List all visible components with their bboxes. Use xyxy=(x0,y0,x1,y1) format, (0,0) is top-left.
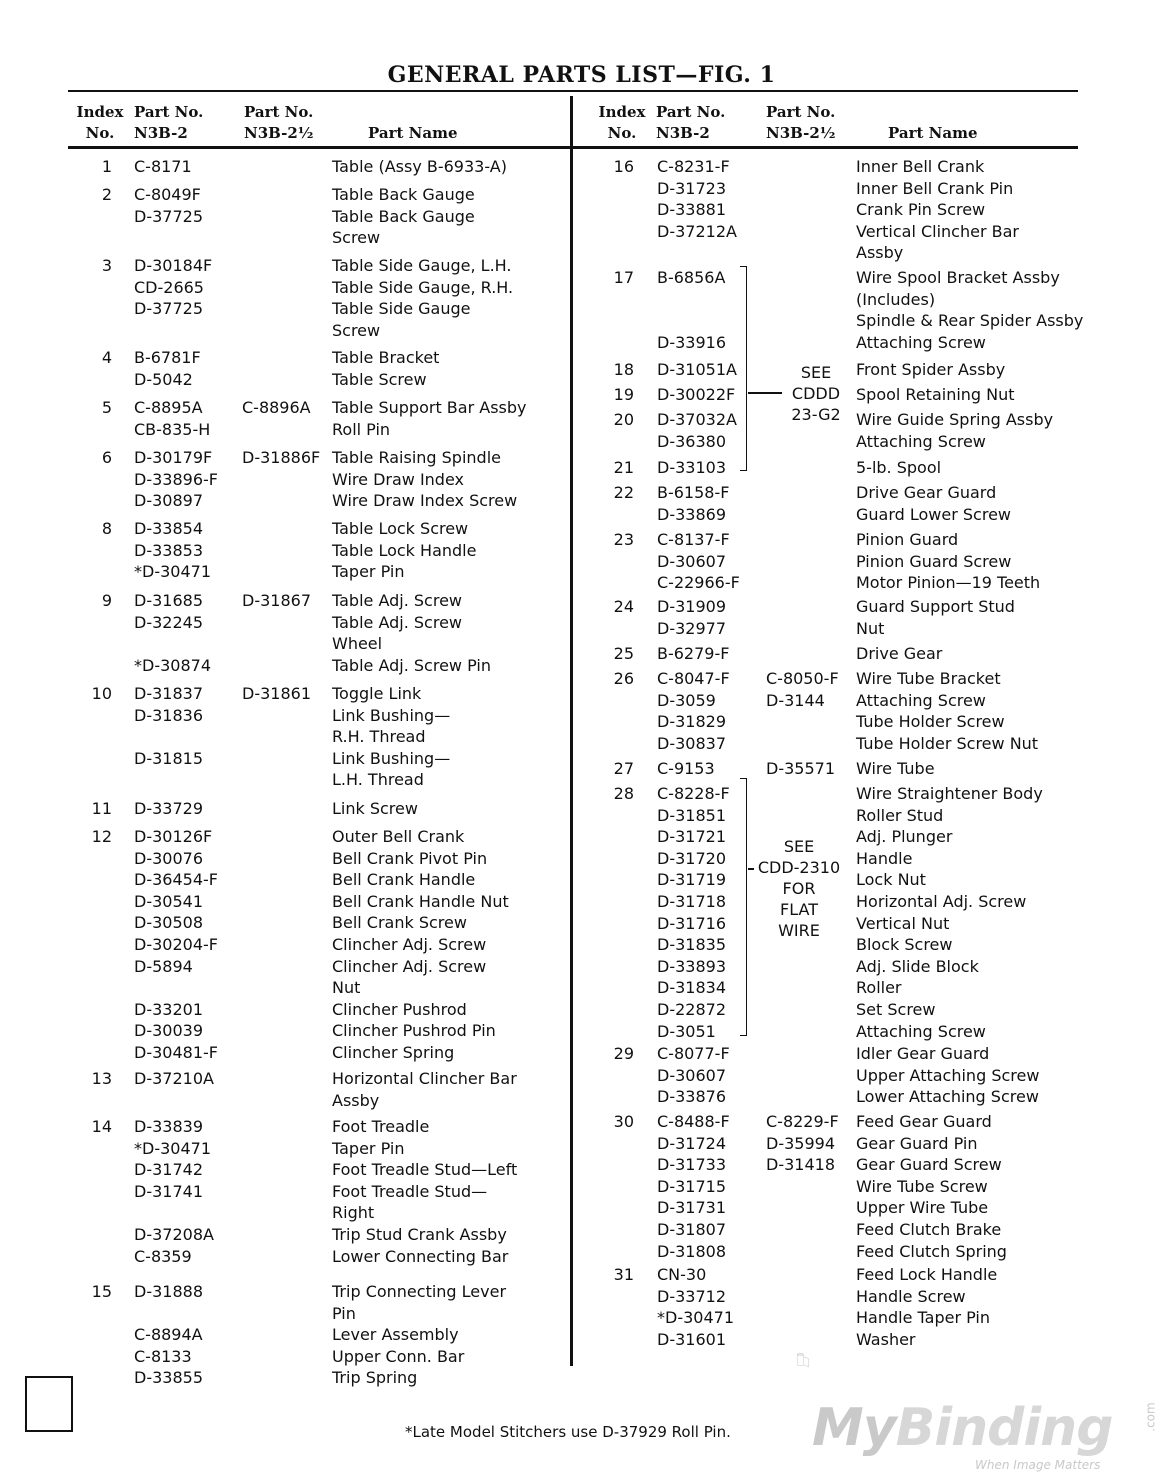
index-no: 18 xyxy=(613,360,634,379)
part-no-n3b2: D-31715 xyxy=(657,1176,726,1196)
part-name: Gear Guard Pin xyxy=(856,1133,978,1153)
header-index-right: Index No. xyxy=(598,103,646,142)
index-no: 8 xyxy=(101,519,112,538)
part-no-n3b212: C-8229-F xyxy=(766,1112,839,1131)
part-no-n3b2: D-22872 xyxy=(657,1000,726,1019)
part-no-n3b2: D-32245 xyxy=(134,612,203,632)
part-no-n3b2: CB-835-H xyxy=(134,419,211,439)
part-name: Block Screw xyxy=(856,935,953,955)
part-name: Nut xyxy=(332,978,361,998)
part-no-n3b2: D-31851 xyxy=(657,805,726,825)
part-name: Adj. Slide Block xyxy=(856,956,979,976)
part-name: Screw xyxy=(332,228,381,248)
header-partname-left: Part Name xyxy=(368,124,458,142)
index-no: 27 xyxy=(613,759,634,778)
part-name: Horizontal Adj. Screw xyxy=(856,892,1027,911)
header-partno-n3b2-left: Part No. N3B-2 xyxy=(134,103,204,142)
part-no-n3b2: B-6781F xyxy=(134,348,201,367)
part-name: Clincher Spring xyxy=(332,1043,455,1062)
part-no-n3b2: C-9153 xyxy=(657,759,715,778)
index-no: 13 xyxy=(91,1069,112,1088)
part-name: Wire Guide Spring Assby xyxy=(856,410,1054,429)
index-no: 2 xyxy=(101,185,112,204)
index-no: 12 xyxy=(91,827,112,846)
part-name: Feed Gear Guard xyxy=(856,1112,992,1131)
part-name: Trip Spring xyxy=(332,1368,418,1388)
part-name: Foot Treadle Stud—Left xyxy=(332,1160,518,1180)
part-no-n3b2: D-33839 xyxy=(134,1117,203,1136)
part-name: Roller xyxy=(856,978,902,998)
part-name: Table (Assy B-6933-A) xyxy=(332,157,507,176)
part-name: Bell Crank Handle xyxy=(332,870,476,890)
part-no-n3b2: D-31723 xyxy=(657,178,726,198)
part-no-n3b2: D-30897 xyxy=(134,491,203,511)
part-no-n3b2: D-33729 xyxy=(134,799,203,818)
bracket-pointer-see-cddd xyxy=(748,392,782,394)
part-no-n3b2: B-6856A xyxy=(657,268,726,287)
part-no-n3b212: D-31867 xyxy=(242,591,311,610)
part-name: Table Support Bar Assby xyxy=(332,398,527,417)
part-no-n3b2: D-3051 xyxy=(657,1021,716,1041)
part-no-n3b2: C-22966-F xyxy=(657,573,740,593)
part-name: 5-lb. Spool xyxy=(856,458,942,477)
watermark-tagline: When Image Matters xyxy=(975,1458,1101,1472)
part-no-n3b2: C-8894A xyxy=(134,1325,203,1345)
part-no-n3b2: D-31720 xyxy=(657,848,726,868)
part-no-n3b2: D-30541 xyxy=(134,891,203,911)
bracket-see-cdd2310 xyxy=(740,778,747,1036)
part-no-n3b2: D-33201 xyxy=(134,999,203,1019)
part-name: Clincher Adj. Screw xyxy=(332,956,487,976)
index-no: 24 xyxy=(613,597,634,616)
part-no-n3b2: D-33896-F xyxy=(134,469,218,489)
part-no-n3b2: D-30481-F xyxy=(134,1043,218,1062)
part-no-n3b2: *D-30471 xyxy=(657,1308,734,1328)
part-name: Bell Crank Screw xyxy=(332,913,467,933)
part-name: L.H. Thread xyxy=(332,770,424,790)
part-no-n3b212: D-3144 xyxy=(766,690,825,710)
part-name: Drive Gear Guard xyxy=(856,483,997,502)
part-no-n3b2: D-33893 xyxy=(657,956,726,976)
part-name: R.H. Thread xyxy=(332,727,426,747)
part-name: Foot Treadle xyxy=(332,1117,430,1136)
part-no-n3b212: C-8896A xyxy=(242,398,311,417)
part-no-n3b2: C-8077-F xyxy=(657,1044,730,1063)
part-name: Link Screw xyxy=(332,799,418,818)
header-partname-right: Part Name xyxy=(888,124,978,142)
part-name: Wire Tube xyxy=(856,759,935,778)
part-name: Crank Pin Screw xyxy=(856,200,986,220)
index-no: 17 xyxy=(613,268,634,287)
part-no-n3b2: C-8488-F xyxy=(657,1112,730,1131)
part-no-n3b2: D-36454-F xyxy=(134,870,218,890)
part-no-n3b2: D-30022F xyxy=(657,385,736,404)
part-no-n3b2: C-8171 xyxy=(134,157,192,176)
index-no: 11 xyxy=(91,799,112,818)
part-no-n3b212: C-8050-F xyxy=(766,669,839,688)
part-name: Lock Nut xyxy=(856,870,926,890)
part-name: Drive Gear xyxy=(856,644,943,663)
index-no: 14 xyxy=(91,1117,112,1136)
part-no-n3b2: D-3059 xyxy=(657,690,716,710)
part-no-n3b2: D-31829 xyxy=(657,712,726,732)
part-no-n3b2: D-31741 xyxy=(134,1181,203,1201)
part-no-n3b2: C-8049F xyxy=(134,185,201,204)
part-no-n3b2: D-32977 xyxy=(657,618,726,638)
index-no: 30 xyxy=(613,1112,634,1131)
part-no-n3b2: D-37208A xyxy=(134,1225,214,1244)
part-name: Clincher Adj. Screw xyxy=(332,935,487,954)
part-no-n3b2: *D-30471 xyxy=(134,562,211,582)
index-no: 19 xyxy=(613,385,634,404)
part-no-n3b2: C-8137-F xyxy=(657,530,730,549)
part-name: Wheel xyxy=(332,634,383,654)
part-name: Inner Bell Crank xyxy=(856,157,985,176)
part-no-n3b2: D-31721 xyxy=(657,827,726,847)
part-no-n3b2: D-37032A xyxy=(657,410,737,429)
part-name: Bell Crank Pivot Pin xyxy=(332,848,488,868)
index-no: 16 xyxy=(613,157,634,176)
part-name: Wire Spool Bracket Assby xyxy=(856,268,1060,287)
part-no-n3b2: D-31888 xyxy=(134,1282,203,1301)
part-name: Pinion Guard Screw xyxy=(856,551,1012,571)
column-divider xyxy=(570,96,573,1366)
index-no: 15 xyxy=(91,1282,112,1301)
part-no-n3b2: D-31835 xyxy=(657,935,726,955)
part-name: Upper Attaching Screw xyxy=(856,1065,1040,1085)
part-no-n3b2: D-31808 xyxy=(657,1241,726,1261)
part-name: Table Side Gauge, R.H. xyxy=(332,277,514,297)
part-no-n3b2: D-33854 xyxy=(134,519,203,538)
part-name: Trip Connecting Lever xyxy=(332,1282,507,1301)
part-no-n3b2: D-33855 xyxy=(134,1368,203,1388)
part-name: Horizontal Clincher Bar xyxy=(332,1069,517,1088)
part-name: Table Bracket xyxy=(332,348,440,367)
part-no-n3b2: D-33103 xyxy=(657,458,726,477)
part-name: Washer xyxy=(856,1329,916,1349)
part-name: Roller Stud xyxy=(856,805,944,825)
watermark-logo: MyBinding xyxy=(812,1398,1113,1458)
part-name: Taper Pin xyxy=(332,1138,405,1158)
part-name: Table Adj. Screw xyxy=(332,612,463,632)
part-no-n3b2: D-31742 xyxy=(134,1160,203,1180)
part-name: Inner Bell Crank Pin xyxy=(856,178,1014,198)
part-name: Table Side Gauge, L.H. xyxy=(332,256,512,275)
part-name: Feed Lock Handle xyxy=(856,1265,998,1284)
part-name: Upper Wire Tube xyxy=(856,1198,989,1218)
part-no-n3b2: D-30179F xyxy=(134,448,213,467)
index-no: 29 xyxy=(613,1044,634,1063)
part-name: Attaching Screw xyxy=(856,1021,986,1041)
part-no-n3b2: D-31716 xyxy=(657,913,726,933)
part-name: Wire Tube Bracket xyxy=(856,669,1001,688)
part-name: Lever Assembly xyxy=(332,1325,459,1345)
part-no-n3b2: CN-30 xyxy=(657,1265,707,1284)
part-name: Vertical Clincher Bar xyxy=(856,221,1019,241)
part-no-n3b2: D-5042 xyxy=(134,369,193,389)
part-no-n3b2: D-30204-F xyxy=(134,935,218,954)
part-no-n3b2: D-36380 xyxy=(657,431,726,451)
part-name: Spool Retaining Nut xyxy=(856,385,1015,404)
part-no-n3b2: D-31733 xyxy=(657,1155,726,1175)
bracket-see-cddd xyxy=(740,266,747,471)
see-note-cddd: SEE CDDD 23-G2 xyxy=(791,363,841,424)
index-no: 9 xyxy=(101,591,112,610)
part-name: Front Spider Assby xyxy=(856,360,1006,379)
watermark-roll-icon xyxy=(796,1322,870,1402)
part-name: Table Screw xyxy=(332,369,427,389)
part-no-n3b2: D-37725 xyxy=(134,206,203,226)
part-no-n3b2: D-31731 xyxy=(657,1198,726,1218)
part-name: Upper Conn. Bar xyxy=(332,1346,465,1366)
index-no: 21 xyxy=(613,458,634,477)
part-no-n3b2: D-33869 xyxy=(657,504,726,524)
part-name: Table Lock Handle xyxy=(332,540,477,560)
index-no: 26 xyxy=(613,669,634,688)
part-no-n3b2: D-30184F xyxy=(134,256,213,275)
part-name: Table Adj. Screw Pin xyxy=(332,655,491,675)
part-name: Adj. Plunger xyxy=(856,827,953,847)
part-no-n3b2: *D-30874 xyxy=(134,655,211,675)
index-no: 1 xyxy=(101,157,112,176)
part-name: Attaching Screw xyxy=(856,690,986,710)
part-name: Wire Draw Index Screw xyxy=(332,491,518,511)
part-name: Trip Stud Crank Assby xyxy=(332,1225,507,1244)
part-no-n3b2: D-30508 xyxy=(134,913,203,933)
part-name: Wire Tube Screw xyxy=(856,1176,988,1196)
part-no-n3b2: CD-2665 xyxy=(134,277,204,297)
part-name: Assby xyxy=(332,1090,380,1110)
part-no-n3b2: D-31807 xyxy=(657,1220,726,1239)
part-name: Tube Holder Screw xyxy=(856,712,1005,732)
part-no-n3b2: D-31051A xyxy=(657,360,737,379)
part-name: Pin xyxy=(332,1303,356,1323)
part-name: Table Side Gauge xyxy=(332,299,471,319)
part-name: Gear Guard Screw xyxy=(856,1155,1002,1175)
part-name: Clincher Pushrod xyxy=(332,999,467,1019)
part-no-n3b2: B-6279-F xyxy=(657,644,730,663)
part-name: Handle Taper Pin xyxy=(856,1308,990,1328)
see-note-cdd2310: SEE CDD-2310 FOR FLAT WIRE xyxy=(757,837,841,940)
part-name: Wire Straightener Body xyxy=(856,784,1043,803)
part-no-n3b2: C-8359 xyxy=(134,1246,192,1266)
part-name: Table Back Gauge xyxy=(332,206,475,226)
part-name: Guard Lower Screw xyxy=(856,504,1012,524)
part-name: Table Back Gauge xyxy=(332,185,475,204)
index-no: 3 xyxy=(101,256,112,275)
part-no-n3b212: D-35571 xyxy=(766,759,835,778)
part-name: Handle xyxy=(856,848,913,868)
footnote: *Late Model Stitchers use D-37929 Roll Pin. xyxy=(405,1423,731,1441)
part-name: Guard Support Stud xyxy=(856,597,1015,616)
part-name: Foot Treadle Stud— xyxy=(332,1181,488,1201)
watermark-com: .com xyxy=(1143,1402,1158,1432)
part-no-n3b212: D-35994 xyxy=(766,1133,835,1153)
part-no-n3b2: D-30126F xyxy=(134,827,213,846)
part-no-n3b2: D-33876 xyxy=(657,1087,726,1107)
part-name: Assby xyxy=(856,243,904,263)
part-no-n3b2: D-30837 xyxy=(657,733,726,753)
part-no-n3b2: D-30607 xyxy=(657,1065,726,1085)
part-name: Roll Pin xyxy=(332,419,391,439)
part-name: Pinion Guard xyxy=(856,530,959,549)
index-no: 25 xyxy=(613,644,634,663)
header-rule-left xyxy=(68,146,570,149)
part-no-n3b2: D-5894 xyxy=(134,956,193,976)
part-no-n3b2: D-31837 xyxy=(134,684,203,703)
part-name: Nut xyxy=(856,618,885,638)
part-no-n3b212: D-31861 xyxy=(242,684,311,703)
header-partno-n3b212-right: Part No. N3B-2½ xyxy=(766,103,836,142)
top-rule xyxy=(68,90,1078,92)
index-no: 31 xyxy=(613,1265,634,1284)
part-name: Wire Draw Index xyxy=(332,469,464,489)
index-no: 10 xyxy=(91,684,112,703)
page-title: GENERAL PARTS LIST—FIG. 1 xyxy=(387,62,776,88)
part-name: Attaching Screw xyxy=(856,332,986,352)
part-no-n3b2: D-31601 xyxy=(657,1329,726,1349)
part-no-n3b2: D-33881 xyxy=(657,200,726,220)
part-name: Bell Crank Handle Nut xyxy=(332,891,509,911)
part-no-n3b2: C-8895A xyxy=(134,398,203,417)
part-no-n3b2: D-30076 xyxy=(134,848,203,868)
index-no: 23 xyxy=(613,530,634,549)
part-no-n3b2: D-31685 xyxy=(134,591,203,610)
part-no-n3b2: D-31909 xyxy=(657,597,726,616)
part-no-n3b2: D-37725 xyxy=(134,299,203,319)
part-name: Table Lock Screw xyxy=(332,519,469,538)
part-name: Table Raising Spindle xyxy=(332,448,501,467)
part-name: Spindle & Rear Spider Assby xyxy=(856,311,1084,331)
part-no-n3b2: D-37212A xyxy=(657,221,737,241)
part-no-n3b2: C-8231-F xyxy=(657,157,730,176)
part-name: Outer Bell Crank xyxy=(332,827,465,846)
part-name: Attaching Screw xyxy=(856,431,986,451)
part-name: (Includes) xyxy=(856,289,936,309)
part-name: Set Screw xyxy=(856,1000,936,1019)
part-no-n3b212: D-31886F xyxy=(242,448,321,467)
part-no-n3b2: C-8047-F xyxy=(657,669,730,688)
part-no-n3b2: D-31834 xyxy=(657,978,726,998)
part-name: Right xyxy=(332,1203,375,1223)
header-partno-n3b212-left: Part No. N3B-2½ xyxy=(244,103,314,142)
part-no-n3b2: D-33712 xyxy=(657,1286,726,1306)
part-name: Feed Clutch Spring xyxy=(856,1241,1007,1261)
part-no-n3b2: *D-30471 xyxy=(134,1138,211,1158)
part-no-n3b2: D-31836 xyxy=(134,705,203,725)
part-name: Lower Connecting Bar xyxy=(332,1246,509,1266)
part-no-n3b2: C-8228-F xyxy=(657,784,730,803)
index-no: 22 xyxy=(613,483,634,502)
part-name: Motor Pinion—19 Teeth xyxy=(856,573,1041,593)
part-no-n3b2: D-37210A xyxy=(134,1069,214,1088)
part-no-n3b212: D-31418 xyxy=(766,1155,835,1175)
part-no-n3b2: D-30039 xyxy=(134,1021,203,1041)
index-no: 6 xyxy=(101,448,112,467)
part-no-n3b2: C-8133 xyxy=(134,1346,192,1366)
index-no: 20 xyxy=(613,410,634,429)
part-name: Vertical Nut xyxy=(856,913,950,933)
part-name: Idler Gear Guard xyxy=(856,1044,990,1063)
part-no-n3b2: D-31724 xyxy=(657,1133,726,1153)
header-rule-right xyxy=(573,146,1078,149)
part-no-n3b2: D-30607 xyxy=(657,551,726,571)
index-no: 5 xyxy=(101,398,112,417)
part-no-n3b2: D-33916 xyxy=(657,332,726,352)
part-no-n3b2: D-31815 xyxy=(134,748,203,768)
part-name: Taper Pin xyxy=(332,562,405,582)
part-name: Link Bushing— xyxy=(332,705,451,725)
part-name: Clincher Pushrod Pin xyxy=(332,1021,496,1041)
part-name: Handle Screw xyxy=(856,1286,966,1306)
index-no: 28 xyxy=(613,784,634,803)
part-name: Toggle Link xyxy=(332,684,422,703)
part-no-n3b2: D-31718 xyxy=(657,892,726,911)
part-name: Lower Attaching Screw xyxy=(856,1087,1039,1107)
part-name: Feed Clutch Brake xyxy=(856,1220,1002,1239)
part-name: Link Bushing— xyxy=(332,748,451,768)
part-no-n3b2: D-31719 xyxy=(657,870,726,890)
part-name: Table Adj. Screw xyxy=(332,591,463,610)
part-name: Tube Holder Screw Nut xyxy=(856,733,1039,753)
part-name: Screw xyxy=(332,320,381,340)
corner-box xyxy=(25,1376,73,1432)
part-no-n3b2: D-33853 xyxy=(134,540,203,560)
index-no: 4 xyxy=(101,348,112,367)
header-index-left: Index No. xyxy=(76,103,124,142)
header-partno-n3b2-right: Part No. N3B-2 xyxy=(656,103,726,142)
part-no-n3b2: B-6158-F xyxy=(657,483,730,502)
